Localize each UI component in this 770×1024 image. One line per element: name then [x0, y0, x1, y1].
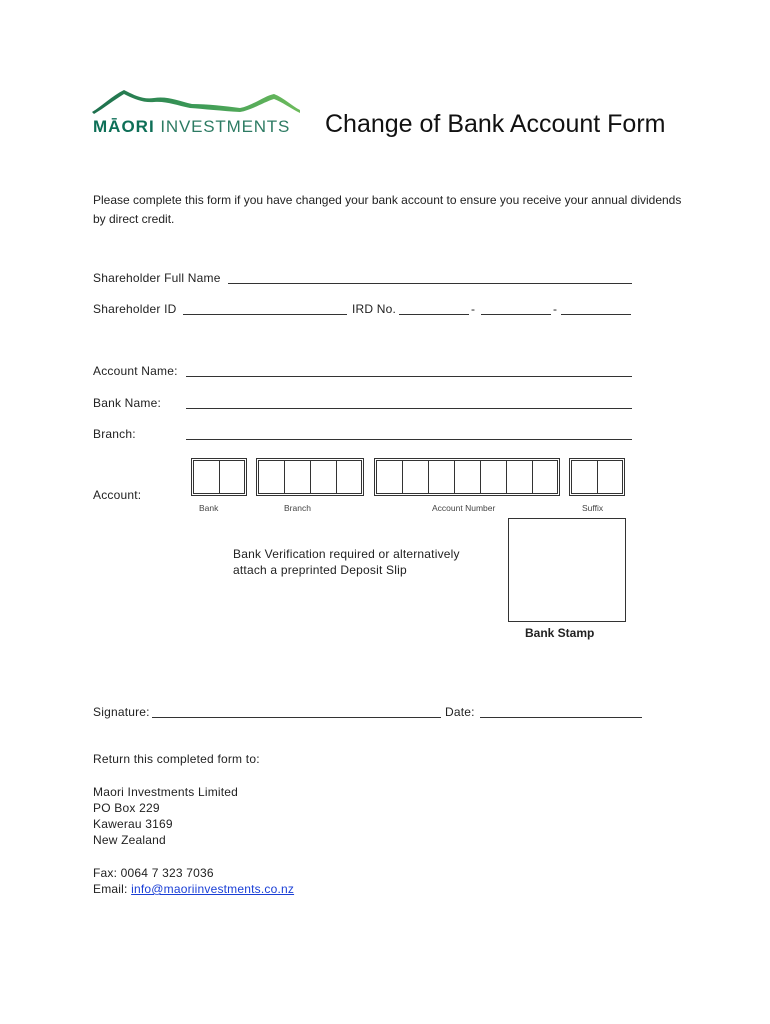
ird-field-part1[interactable]	[399, 314, 469, 315]
account-suffix-digit[interactable]	[571, 460, 597, 494]
branch-label: Branch:	[93, 427, 136, 441]
account-number-digit[interactable]	[428, 460, 454, 494]
account-branch-digit[interactable]	[284, 460, 310, 494]
logo-mountains	[92, 86, 302, 116]
ird-label: IRD No.	[352, 302, 397, 316]
account-name-field[interactable]	[186, 376, 632, 377]
account-number-digit[interactable]	[454, 460, 480, 494]
ird-field-part2[interactable]	[481, 314, 551, 315]
account-suffix-digit[interactable]	[597, 460, 623, 494]
bank-name-field[interactable]	[186, 408, 632, 409]
account-bank-digit[interactable]	[219, 460, 245, 494]
date-label: Date:	[445, 705, 475, 719]
caption-branch: Branch	[284, 503, 311, 513]
account-number-digit[interactable]	[376, 460, 402, 494]
bank-stamp-box[interactable]	[508, 518, 626, 622]
shareholder-full-name-label: Shareholder Full Name	[93, 271, 221, 285]
ird-separator-1: -	[471, 302, 476, 316]
intro-text: Please complete this form if you have changed your bank account to ensure you receive your annual dividends by direct credit.	[93, 193, 682, 226]
email-link[interactable]: info@maoriinvestments.co.nz	[131, 882, 295, 896]
brand-name-part1: MĀORI	[93, 117, 155, 136]
shareholder-id-label: Shareholder ID	[93, 302, 177, 316]
caption-account-number: Account Number	[432, 503, 496, 513]
signature-label: Signature:	[93, 705, 150, 719]
brand-name-part2: INVESTMENTS	[160, 117, 291, 136]
return-company: Maori Investments Limited	[93, 785, 239, 799]
shareholder-full-name-field[interactable]	[228, 283, 632, 284]
shareholder-id-field[interactable]	[183, 314, 347, 315]
date-field[interactable]	[480, 717, 642, 718]
caption-suffix: Suffix	[582, 503, 604, 513]
brand-name	[93, 117, 290, 137]
return-fax: Fax: 0064 7 323 7036	[93, 866, 214, 880]
account-branch-digit[interactable]	[258, 460, 284, 494]
return-country: New Zealand	[93, 833, 166, 847]
account-label: Account:	[93, 488, 142, 502]
ird-separator-2: -	[553, 302, 558, 316]
verification-text-line1: Bank Verification required or alternatively	[233, 547, 460, 561]
ird-field-part3[interactable]	[561, 314, 631, 315]
account-number-digit[interactable]	[532, 460, 558, 494]
account-number-digit[interactable]	[480, 460, 506, 494]
account-bank-digit[interactable]	[193, 460, 219, 494]
verification-text-line2: attach a preprinted Deposit Slip	[233, 563, 407, 577]
return-heading: Return this completed form to:	[93, 752, 260, 766]
bank-stamp-label: Bank Stamp	[525, 626, 595, 640]
account-number-digit[interactable]	[402, 460, 428, 494]
account-number-digit[interactable]	[506, 460, 532, 494]
caption-bank: Bank	[199, 503, 219, 513]
page-title: Change of Bank Account Form	[325, 110, 666, 138]
account-branch-digit[interactable]	[310, 460, 336, 494]
branch-field[interactable]	[186, 439, 632, 440]
return-po-box: PO Box 229	[93, 801, 160, 815]
account-name-label: Account Name:	[93, 364, 178, 378]
bank-name-label: Bank Name:	[93, 396, 162, 410]
return-email-label: Email:	[93, 882, 128, 896]
signature-field[interactable]	[152, 717, 441, 718]
return-email-row	[93, 882, 294, 896]
account-branch-digit[interactable]	[336, 460, 362, 494]
return-city: Kawerau 3169	[93, 817, 173, 831]
